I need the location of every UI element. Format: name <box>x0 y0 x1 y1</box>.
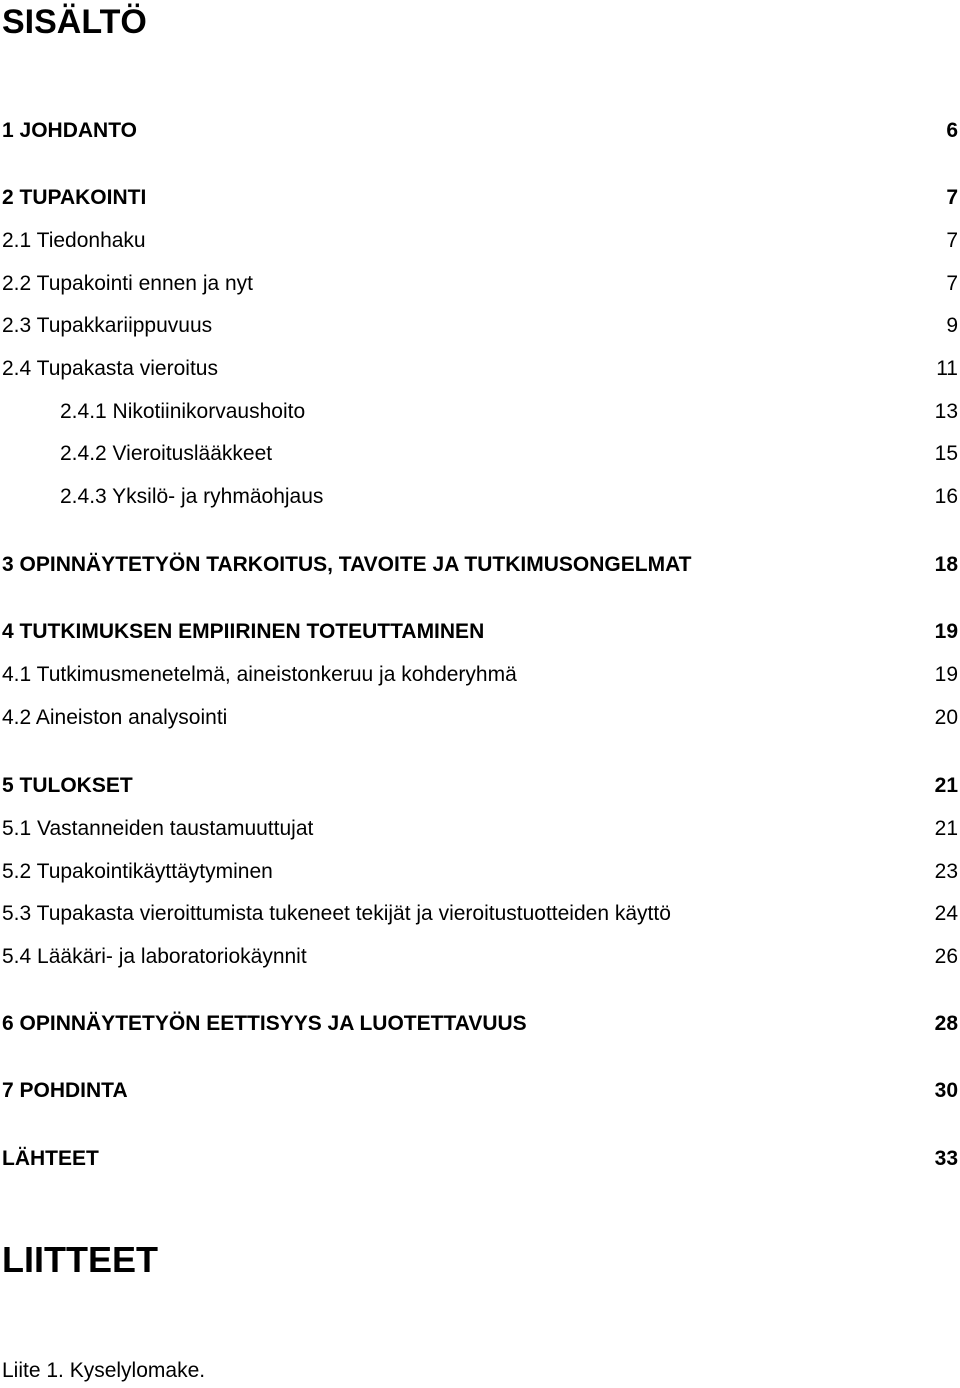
toc-entry[interactable] <box>2 771 958 801</box>
toc-entry-page: 19 <box>934 620 958 643</box>
toc-entry-page: 30 <box>934 1079 958 1102</box>
toc-entry-page: 20 <box>934 706 958 729</box>
toc-entry-page: 33 <box>934 1147 958 1170</box>
toc-entry-title: 6 OPINNÄYTETYÖN EETTISYYS JA LUOTETTAVUUS <box>2 1012 527 1035</box>
toc-entry[interactable] <box>2 857 958 887</box>
toc-entry-title: 2.4.3 Yksilö- ja ryhmäohjaus <box>60 485 324 508</box>
toc-entry[interactable] <box>2 482 958 512</box>
toc-entry-title: 2.1 Tiedonhaku <box>2 229 146 252</box>
toc-entry-page: 13 <box>934 400 958 423</box>
toc-entry[interactable] <box>2 550 958 580</box>
toc-entry-title: 5.4 Lääkäri- ja laboratoriokäynnit <box>2 945 307 968</box>
toc-entry-title: 7 POHDINTA <box>2 1079 128 1102</box>
toc-entry-page: 7 <box>946 229 958 252</box>
toc-entry-page: 26 <box>934 945 958 968</box>
toc-entry[interactable] <box>2 617 958 647</box>
toc-entry-title: 5.1 Vastanneiden taustamuuttujat <box>2 817 314 840</box>
page-title: SISÄLTÖ <box>2 3 147 41</box>
toc-entry[interactable] <box>2 899 958 929</box>
toc-entry-title: LÄHTEET <box>2 1147 99 1170</box>
toc-entry-page: 21 <box>934 817 958 840</box>
toc-entry-title: 5 TULOKSET <box>2 774 133 797</box>
toc-entry-page: 15 <box>934 442 958 465</box>
toc-entry[interactable] <box>2 703 958 733</box>
toc-entry-title: 2.4.1 Nikotiinikorvaushoito <box>60 400 306 423</box>
toc-entry-title: 2.4.2 Vieroituslääkkeet <box>60 442 273 465</box>
toc-entry[interactable] <box>2 116 958 146</box>
toc-entry-page: 18 <box>934 553 958 576</box>
toc-entry[interactable] <box>2 354 958 384</box>
toc-entry-page: 23 <box>934 860 958 883</box>
toc-entry[interactable] <box>2 1076 958 1106</box>
toc-entry[interactable] <box>2 660 958 690</box>
toc-entry[interactable] <box>2 311 958 341</box>
toc-entry-title: 2 TUPAKOINTI <box>2 186 147 209</box>
toc-entry[interactable] <box>2 397 958 427</box>
appendix-item[interactable]: Liite 1. Kyselylomake. <box>2 1359 206 1382</box>
toc-entry-title: 4.1 Tutkimusmenetelmä, aineistonkeruu ja kohderyhmä <box>2 663 517 686</box>
toc-entry-title: 4 TUTKIMUKSEN EMPIIRINEN TOTEUTTAMINEN <box>2 620 485 643</box>
toc-entry-page: 28 <box>934 1012 958 1035</box>
toc-entry[interactable] <box>2 226 958 256</box>
toc-entry-title: 2.4 Tupakasta vieroitus <box>2 357 218 380</box>
appendices-heading: LIITTEET <box>2 1239 158 1280</box>
toc-entry-title: 5.3 Tupakasta vieroittumista tukeneet tekijät ja vieroitustuotteiden käyttö <box>2 902 671 925</box>
toc-entry-title: 4.2 Aineiston analysointi <box>2 706 228 729</box>
toc-entry-title: 1 JOHDANTO <box>2 119 137 142</box>
toc-entry-page: 19 <box>934 663 958 686</box>
toc-entry-page: 9 <box>946 314 958 337</box>
toc-entry-title: 5.2 Tupakointikäyttäytyminen <box>2 860 273 883</box>
toc-entry-page: 16 <box>934 485 958 508</box>
toc-entry-page: 11 <box>936 357 958 380</box>
toc-entry-page: 6 <box>946 119 958 142</box>
toc-entry[interactable] <box>2 183 958 213</box>
toc-entry-page: 21 <box>934 774 958 797</box>
toc-entry-page: 7 <box>946 186 958 209</box>
toc-entry-title: 2.2 Tupakointi ennen ja nyt <box>2 272 254 295</box>
toc-entry[interactable] <box>2 942 958 972</box>
toc-entry-title: 2.3 Tupakkariippuvuus <box>2 314 213 337</box>
toc-entry-title: 3 OPINNÄYTETYÖN TARKOITUS, TAVOITE JA TUTKIMUSONGELMAT <box>2 553 692 576</box>
toc-entry[interactable] <box>2 439 958 469</box>
toc-entry[interactable] <box>2 814 958 844</box>
toc-entry-page: 7 <box>946 272 958 295</box>
toc-entry[interactable] <box>2 1144 958 1174</box>
toc-entry[interactable] <box>2 1009 958 1039</box>
toc-entry[interactable] <box>2 269 958 299</box>
toc-entry-page: 24 <box>934 902 958 925</box>
